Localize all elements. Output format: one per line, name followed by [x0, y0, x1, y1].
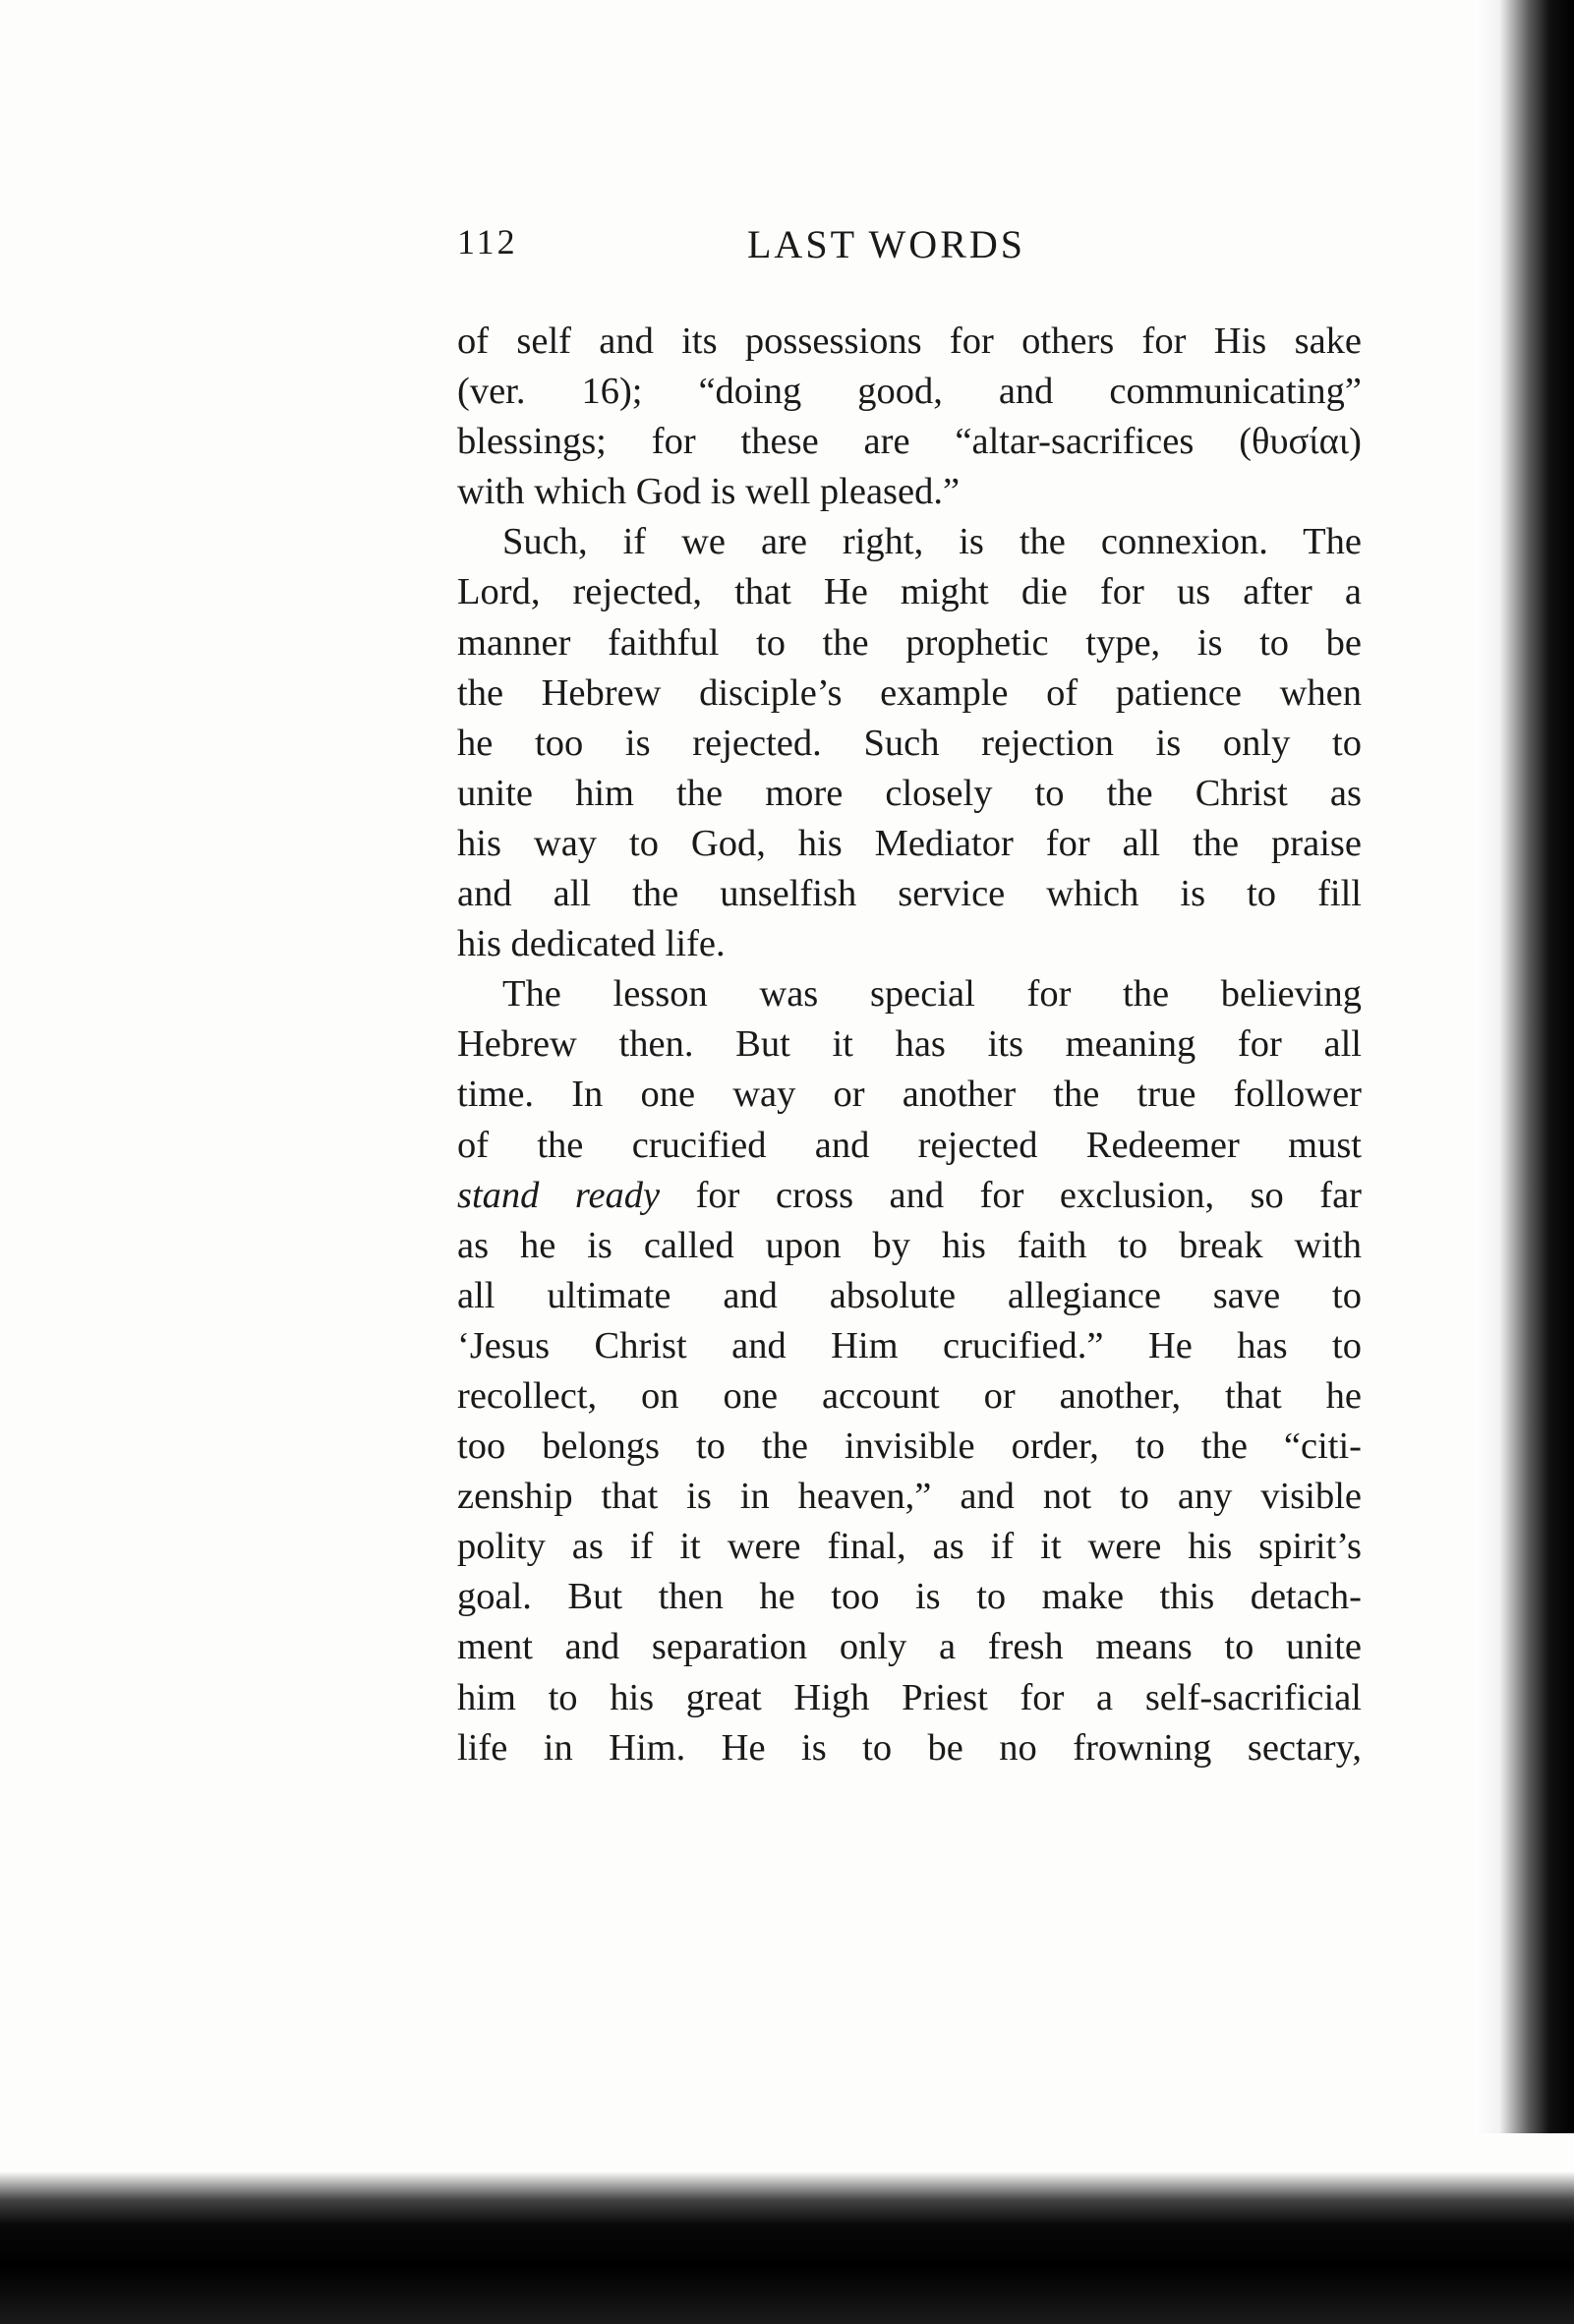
text-line: Hebrew then. But it has its meaning for all — [457, 1023, 1362, 1066]
text-line: life in Him. He is to be no frowning sectary, — [457, 1726, 1362, 1769]
text-line: his dedicated life. — [457, 923, 726, 965]
text-line: Lord, rejected, that He might die for us after a — [457, 571, 1362, 613]
text-line: of self and its possessions for others for His sake — [457, 320, 1362, 362]
text-line: of the crucified and rejected Redeemer must — [457, 1124, 1362, 1166]
page-edge-shadow-bottom — [0, 2133, 1574, 2324]
text-line: (ver. 16); “doing good, and communicating” — [457, 371, 1362, 413]
text-line: with which God is well pleased.” — [457, 471, 961, 513]
running-head — [457, 221, 1362, 280]
text-line: him to his great High Priest for a self-sacrificial — [457, 1676, 1362, 1718]
text-line: unite him the more closely to the Christ as — [457, 772, 1362, 814]
text-line: manner faithful to the prophetic type, is to be — [457, 621, 1362, 664]
body-text — [457, 317, 1362, 1773]
text-line: he too is rejected. Such rejection is only to — [457, 722, 1362, 764]
paragraph-start-line: Such, if we are right, is the connexion. The — [502, 521, 1362, 563]
text-line: too belongs to the invisible order, to the “citi- — [457, 1425, 1362, 1468]
text-line: goal. But then he too is to make this detach- — [457, 1576, 1362, 1618]
text-line-with-italic — [457, 1171, 1362, 1221]
text-line: ment and separation only a fresh means to unite — [457, 1626, 1362, 1668]
text-line: his way to God, his Mediator for all the praise — [457, 822, 1362, 864]
italic-phrase: stand ready — [457, 1174, 661, 1216]
text-line: the Hebrew disciple’s example of patience when — [457, 671, 1362, 714]
text-line: zenship that is in heaven,” and not to any visible — [457, 1476, 1362, 1518]
text-line: ‘Jesus Christ and Him crucified.” He has to — [457, 1324, 1362, 1366]
text-line: and all the unselfish service which is to fill — [457, 873, 1362, 915]
text-line: time. In one way or another the true follower — [457, 1074, 1362, 1116]
text-line: all ultimate and absolute allegiance save to — [457, 1274, 1362, 1316]
text-line: polity as if it were final, as if it were his spirit’s — [457, 1526, 1362, 1568]
page-number: 112 — [457, 222, 518, 261]
paragraph-start-line: The lesson was special for the believing — [502, 973, 1362, 1016]
text-line: recollect, on one account or another, that he — [457, 1374, 1362, 1417]
page-edge-shadow-right — [1475, 0, 1574, 2163]
text-line: blessings; for these are “altar-sacrifices (θυσίαι) — [457, 421, 1362, 463]
line-remainder: for cross and for exclusion, so far — [695, 1174, 1362, 1216]
book-title: LAST WORDS — [747, 222, 1026, 266]
text-line: as he is called upon by his faith to break with — [457, 1224, 1362, 1266]
